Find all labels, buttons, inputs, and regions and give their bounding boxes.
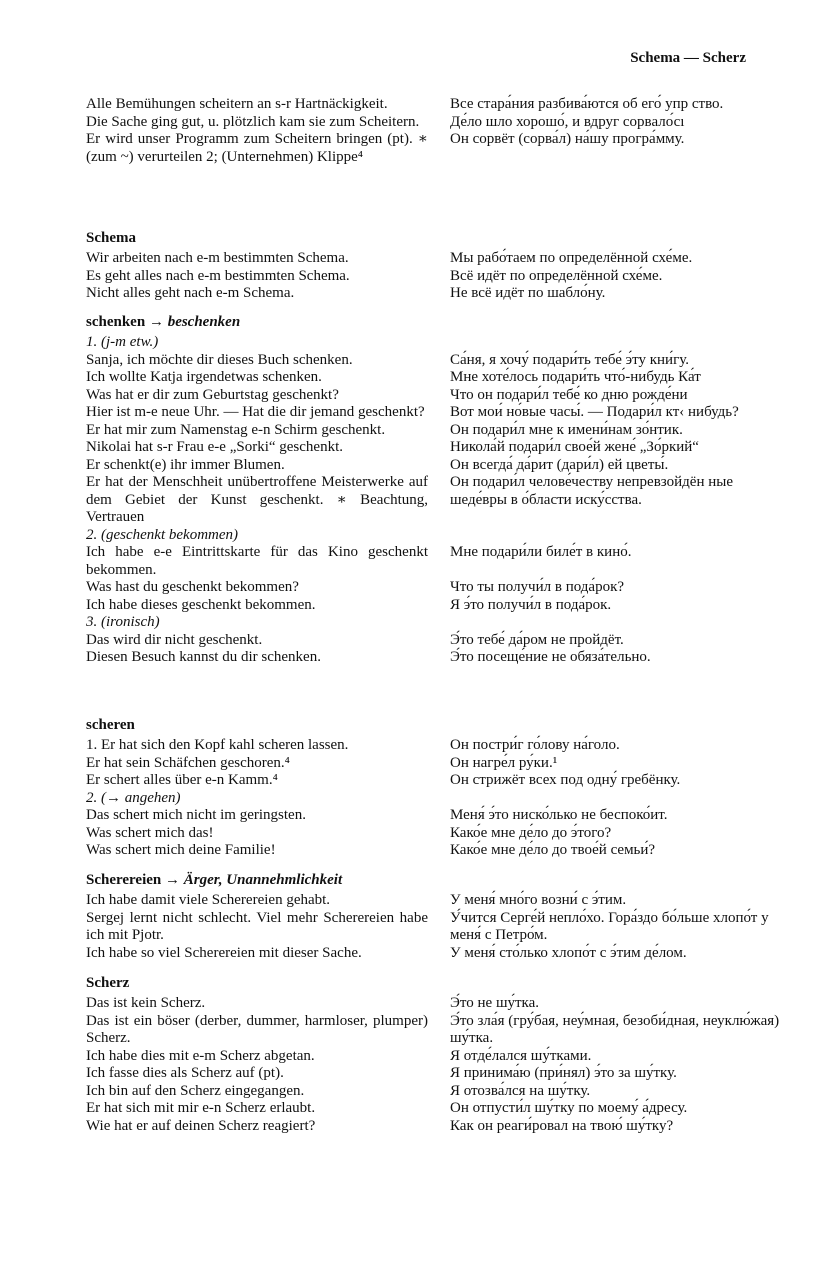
german-example: Er hat der Menschheit unübertroffene Meisterwerke auf dem Gebiet der Kunst geschenkt. ∗ Beachtung, Vertrauen	[86, 474, 428, 525]
example-row	[86, 649, 786, 667]
russian-translation: У меня́ мно́го возни́ с э́тим.	[450, 892, 627, 908]
sense-label: 1. (j-m etw.)	[86, 334, 159, 350]
headword: Scherereien	[86, 872, 162, 888]
russian-translation: Э́то посеще́ние не обяза́тельно.	[450, 649, 651, 665]
german-example: Ich bin auf den Scherz eingegangen.	[86, 1082, 305, 1099]
german-example: Was schert mich das!	[86, 824, 214, 841]
example-row	[86, 945, 786, 963]
example-row	[86, 807, 786, 825]
russian-translation: Все стара́ния разбива́ются об его́ упр ство.	[450, 96, 724, 112]
german-example: Ich wollte Katja irgendetwas schenken.	[86, 369, 322, 385]
german-example: Es geht alles nach e-m bestimmten Schema.	[86, 267, 350, 284]
example-row	[86, 910, 786, 945]
german-example: Alle Bemühungen scheitern an s-r Hartnäckigkeit.	[86, 96, 388, 112]
russian-translation: Он сорвёт (сорва́л) на́шу програ́мму.	[450, 131, 685, 147]
example-row	[86, 268, 786, 286]
example-row	[86, 1118, 786, 1136]
russian-translation: Всё идёт по определённой схе́ме.	[450, 267, 663, 284]
cross-reference: → beschenken	[148, 314, 241, 330]
example-row	[86, 597, 786, 615]
russian-translation: Како́е мне де́ло до твое́й семьи́?	[450, 842, 656, 858]
german-example: Ich habe dies mit e-m Scherz abgetan.	[86, 1047, 315, 1064]
russian-translation: Мне подари́ли биле́т в кино́.	[450, 544, 632, 560]
entry-heading	[86, 871, 786, 889]
example-row	[86, 1065, 786, 1083]
example-row	[86, 439, 786, 457]
russian-translation: Мы рабо́таем по определённой схе́ме.	[450, 250, 693, 266]
german-example: Wir arbeiten nach e-m bestimmten Schema.	[86, 250, 349, 266]
example-row	[86, 755, 786, 773]
german-example: Nicht alles geht nach e-m Schema.	[86, 285, 295, 301]
entry-schema	[86, 229, 786, 303]
russian-translation: Э́то зла́я (гру́бая, неу́мная, безоби́дная, неуклю́жая) шу́тка.	[450, 1012, 780, 1046]
russian-translation: Мне хоте́лось подари́ть что́-нибудь Ка́т	[450, 369, 701, 385]
entry-scheren	[86, 716, 786, 860]
example-row	[86, 387, 786, 405]
example-row	[86, 404, 786, 422]
russian-translation	[450, 790, 790, 808]
sense-label: 3. (ironisch)	[86, 614, 160, 630]
german-example: Wie hat er auf deinen Scherz reagiert?	[86, 1117, 316, 1134]
russian-translation	[450, 527, 790, 545]
russian-translation: Он отпусти́л шу́тку по моему́ а́дресу.	[450, 1100, 688, 1116]
example-row	[86, 352, 786, 370]
example-row	[86, 96, 786, 114]
example-row	[86, 995, 786, 1013]
example-row	[86, 825, 786, 843]
russian-translation: Что ты получи́л в пода́рок?	[450, 579, 625, 595]
headword: schenken	[86, 314, 146, 330]
russian-translation: Я отде́лался шу́тками.	[450, 1047, 592, 1064]
german-example: Ich habe damit viele Scherereien gehabt.	[86, 892, 331, 908]
russian-translation: Он нагре́л ру́ки.¹	[450, 754, 558, 771]
german-example: Ich habe e-e Eintrittskarte für das Kino geschenkt bekommen.	[86, 544, 428, 578]
entry-heading	[86, 313, 786, 331]
russian-translation: Меня́ э́то ниско́лько не беспоко́ит.	[450, 807, 668, 823]
russian-translation: Не всё идёт по шабло́ну.	[450, 285, 606, 301]
german-example: Ich habe so viel Scherereien mit dieser Sache.	[86, 944, 362, 961]
german-example: Er schert alles über e-n Kamm.⁴	[86, 772, 278, 788]
german-example: Was hast du geschenkt bekommen?	[86, 579, 299, 595]
example-row	[86, 737, 786, 755]
cross-reference: → Ärger, Unannehmlichkeit	[165, 872, 343, 888]
headword: Scherz	[86, 975, 130, 991]
russian-translation: Он стрижёт всех под одну́ гребёнку.	[450, 772, 681, 788]
russian-translation: Де́ло шло хорошо́, и вдруг сорвало́сı	[450, 113, 685, 130]
example-row	[86, 579, 786, 597]
example-row	[86, 114, 786, 132]
russian-translation	[450, 614, 790, 632]
german-example: Was schert mich deine Familie!	[86, 842, 276, 858]
german-example: Was hat er dir zum Geburtstag geschenkt?	[86, 386, 339, 403]
german-example: Er hat sich mit mir e-n Scherz erlaubt.	[86, 1100, 316, 1116]
example-row	[86, 1013, 786, 1048]
example-row	[86, 1100, 786, 1118]
german-example: Sergej lernt nicht schlecht. Viel mehr Scherereien habe ich mit Pjotr.	[86, 909, 428, 943]
german-example: Das wird dir nicht geschenkt.	[86, 631, 263, 648]
russian-translation: Он подари́л челове́честву непревзойдён ные шеде́вры в о́бласти иску́сства.	[450, 474, 733, 508]
example-row	[86, 474, 786, 527]
russian-translation	[450, 334, 790, 352]
sense-label: 2. (geschenkt bekommen)	[86, 526, 239, 543]
entry-heading	[86, 229, 786, 247]
headword: Schema	[86, 230, 136, 246]
example-row	[86, 369, 786, 387]
russian-translation: Он всегда́ да́рит (дари́л) ей цветы́.	[450, 456, 669, 473]
russian-translation: Я э́то получи́л в пода́рок.	[450, 596, 612, 613]
example-row	[86, 457, 786, 475]
russian-translation: Он постри́г го́лову на́голо.	[450, 737, 620, 753]
russian-translation: Э́то тебе́ да́ром не пройдёт.	[450, 631, 624, 648]
russian-translation: Како́е мне де́ло до э́того?	[450, 824, 612, 841]
example-row	[86, 632, 786, 650]
russian-translation: Что он подари́л тебе́ ко дню рожде́ни	[450, 386, 688, 403]
russian-translation: Я отозва́лся на шу́тку.	[450, 1082, 591, 1099]
entry-scheitern-continued	[86, 96, 786, 166]
example-row	[86, 1083, 786, 1101]
entry-scherz	[86, 974, 786, 1135]
sense-label-row	[86, 614, 786, 632]
example-row	[86, 422, 786, 440]
sense-label: 2. (→ angehen)	[86, 789, 181, 806]
example-row	[86, 842, 786, 860]
example-row	[86, 131, 786, 166]
german-example: Er wird unser Programm zum Scheitern bringen (pt). ∗ (zum ~) verurteilen 2; (Unternehmen) Klippe⁴	[86, 131, 428, 165]
russian-translation: Никола́й подари́л свое́й жене́ „Зо́ркий“	[450, 439, 699, 455]
german-example: Nikolai hat s-r Frau e-e „Sorki“ geschenkt.	[86, 439, 343, 455]
sense-label-row	[86, 790, 786, 808]
german-example: Er hat mir zum Namenstag e-n Schirm geschenkt.	[86, 421, 386, 438]
entry-heading	[86, 974, 786, 992]
entry-schenken	[86, 313, 786, 667]
example-row	[86, 772, 786, 790]
headword: scheren	[86, 717, 135, 733]
example-row	[86, 250, 786, 268]
german-example: Die Sache ging gut, u. plötzlich kam sie zum Scheitern.	[86, 113, 420, 130]
german-example: Das ist kein Scherz.	[86, 995, 206, 1011]
german-example: Sanja, ich möchte dir dieses Buch schenken.	[86, 351, 353, 368]
example-row	[86, 892, 786, 910]
russian-translation: У меня́ сто́лько хлопо́т с э́тим де́лом.	[450, 944, 687, 961]
german-example: Ich fasse dies als Scherz auf (pt).	[86, 1065, 284, 1081]
russian-translation: Вот мои́ но́вые часы́. — Подари́л кт‹ нибудь?	[450, 404, 739, 420]
german-example: Hier ist m-e neue Uhr. — Hat die dir jemand geschenkt?	[86, 404, 425, 420]
russian-translation: Я принима́ю (при́нял) э́то за шу́тку.	[450, 1065, 677, 1081]
german-example: Das schert mich nicht im geringsten.	[86, 807, 306, 823]
german-example: Ich habe dieses geschenkt bekommen.	[86, 596, 316, 613]
sense-label-row	[86, 334, 786, 352]
entry-scherereien	[86, 871, 786, 962]
sense-label-row	[86, 527, 786, 545]
russian-translation: Са́ня, я хочу́ подари́ть тебе́ э́ту кни́гу.	[450, 351, 689, 368]
example-row	[86, 544, 786, 579]
russian-translation: Э́то не шу́тка.	[450, 995, 540, 1011]
german-example: Er schenkt(e) ihr immer Blumen.	[86, 456, 285, 473]
russian-translation: У́чится Серге́й непло́хо. Гора́здо бо́льше хлопо́т у меня́ с Петро́м.	[450, 909, 769, 943]
german-example: Das ist ein böser (derber, dummer, harmloser, plumper) Scherz.	[86, 1012, 428, 1046]
german-example: 1. Er hat sich den Kopf kahl scheren lassen.	[86, 737, 349, 753]
german-example: Diesen Besuch kannst du dir schenken.	[86, 649, 321, 665]
russian-translation: Как он реаги́ровал на твою́ шу́тку?	[450, 1117, 674, 1134]
german-example: Er hat sein Schäfchen geschoren.⁴	[86, 754, 290, 771]
running-header: Schema — Scherz	[630, 50, 746, 66]
example-row	[86, 1048, 786, 1066]
example-row	[86, 285, 786, 303]
entry-heading	[86, 716, 786, 734]
russian-translation: Он подари́л мне к имени́нам зо́нтик.	[450, 421, 683, 438]
